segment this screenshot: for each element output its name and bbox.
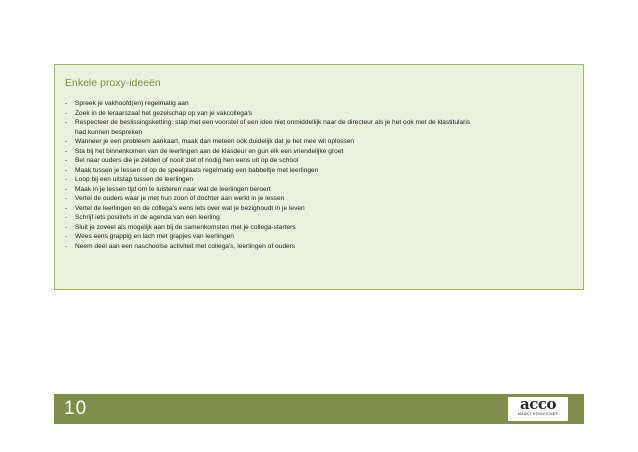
list-item-text: Maak tussen je lessen of op de speelplaats regelmatig een babbeltje met leerlingen bbox=[75, 166, 319, 174]
list-bullet: - bbox=[65, 138, 68, 145]
list-bullet: - bbox=[65, 204, 68, 212]
list-item bbox=[65, 204, 573, 214]
logo-tagline: MAAKT KENNIS MEE bbox=[517, 412, 559, 416]
acco-logo bbox=[508, 397, 568, 421]
list-item bbox=[65, 166, 573, 176]
list-bullet: - bbox=[65, 176, 68, 183]
list-item-text: Maak in je lessen tijd om te luisteren naar wat de leerlingen beroert bbox=[75, 185, 271, 193]
list-bullet: - bbox=[65, 195, 68, 202]
list-bullet: - bbox=[65, 185, 68, 193]
list-item bbox=[65, 175, 573, 185]
idea-list bbox=[65, 99, 573, 251]
list-item-text: Wees eens grappig en lach met grapjes van leerlingen bbox=[75, 233, 234, 240]
list-bullet: - bbox=[65, 233, 68, 240]
box-title: Enkele proxy-ideeën bbox=[65, 77, 161, 89]
list-item bbox=[65, 194, 573, 204]
list-bullet: - bbox=[65, 109, 68, 117]
proxy-ideas-box bbox=[54, 64, 584, 290]
list-item-text: Zoek in de leraarszaal het gezelschap op van je vakcollega's bbox=[75, 109, 253, 117]
list-item-text: Sluit je zoveel als mogelijk aan bij de samenkomsten met je collega-starters bbox=[75, 223, 296, 231]
list-item-text: Neem deel aan een naschoolse activiteit met collega’s, leerlingen of ouders bbox=[75, 242, 296, 250]
list-item-text: Vertel de ouders waar je met hun zoon of dochter aan werkt in je lessen bbox=[75, 195, 285, 202]
list-bullet: - bbox=[65, 157, 68, 164]
list-item bbox=[65, 156, 573, 166]
list-bullet: - bbox=[65, 214, 68, 221]
list-bullet: - bbox=[65, 147, 68, 155]
logo-wordmark: acco bbox=[520, 395, 556, 413]
list-item bbox=[65, 185, 573, 195]
page-number: 10 bbox=[64, 398, 88, 419]
list-item bbox=[65, 118, 573, 137]
list-item bbox=[65, 232, 573, 242]
list-item-text: Bel naar ouders die je zelden of nooit ziet of nodig hen eens uit op de school bbox=[75, 157, 299, 164]
list-item bbox=[65, 109, 573, 119]
list-item bbox=[65, 147, 573, 157]
list-item bbox=[65, 137, 573, 147]
list-item-text: Sta bij het binnenkomen van de leerlingen aan de klasdeur en gun elk een vriendelijke groet bbox=[75, 147, 344, 155]
list-item-text: Wanneer je een probleem aankaart, maak dan meteen ook duidelijk dat je het mee wil oplossen bbox=[75, 138, 355, 145]
list-item bbox=[65, 223, 573, 233]
list-item-text: Schrijf iets positiefs in de agenda van een leerling bbox=[75, 214, 220, 221]
list-item-text: Respecteer de beslissingsketting: stap met een voorstel of een idee niet onmiddellijk naar de directeur als je het ook met de klastitularis bbox=[75, 119, 471, 126]
list-bullet: - bbox=[65, 166, 68, 174]
list-item-text: Spreek je vakhoofd(en) regelmatig aan bbox=[75, 100, 189, 107]
list-bullet: - bbox=[65, 223, 68, 231]
list-bullet: - bbox=[65, 119, 68, 126]
list-bullet: - bbox=[65, 100, 68, 107]
list-item bbox=[65, 99, 573, 109]
list-item-continuation: had kunnen bespreken bbox=[75, 128, 143, 136]
list-bullet: - bbox=[65, 242, 68, 250]
list-item bbox=[65, 242, 573, 252]
list-item-text: Loop bij een uitstap tussen de leerlingen bbox=[75, 176, 194, 183]
list-item-text: Vertel de leerlingen en de collega’s eens iets over wat je bezighoudt in je leven bbox=[75, 204, 305, 212]
footer-bar bbox=[54, 394, 584, 424]
list-item bbox=[65, 213, 573, 223]
